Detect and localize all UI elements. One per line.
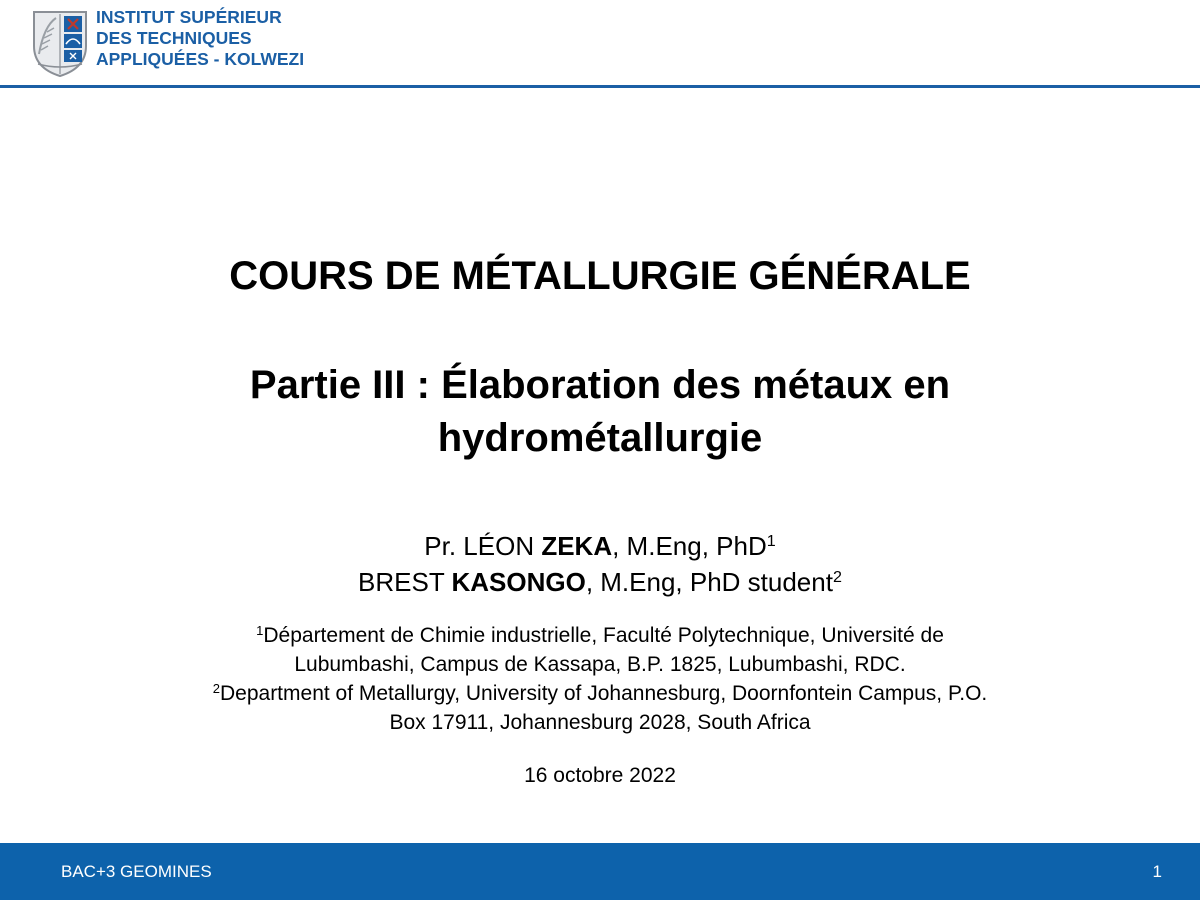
author-line xyxy=(60,528,1140,564)
affiliation-mark: 2 xyxy=(832,568,842,587)
affiliation-mark: 2 xyxy=(212,680,220,696)
institution-name xyxy=(96,7,496,70)
author-suffix: , M.Eng, PhD student xyxy=(585,567,833,597)
affiliation-mark: 1 xyxy=(256,622,264,638)
affiliation-list xyxy=(60,621,1140,737)
author-surname: KASONGO xyxy=(451,567,586,597)
affiliation-line xyxy=(60,621,1140,650)
affiliation-line: Box 17911, Johannesburg 2028, South Africa xyxy=(389,711,811,734)
institution-name-line: INSTITUT SUPÉRIEUR xyxy=(96,7,282,27)
author-prefix: Pr. LÉON xyxy=(424,531,542,561)
affiliation-mark: 1 xyxy=(766,532,776,551)
slide-header xyxy=(0,0,1200,86)
slide-title: COURS DE MÉTALLURGIE GÉNÉRALE xyxy=(229,254,971,298)
author-prefix: BREST xyxy=(358,567,452,597)
footer-course-label: BAC+3 GEOMINES xyxy=(61,862,212,881)
affiliation-text: Département de Chimie industrielle, Faculté Polytechnique, Université de xyxy=(263,624,944,647)
header-divider xyxy=(0,85,1200,88)
affiliation-text: Department of Metallurgy, University of Johannesburg, Doornfontein Campus, P.O. xyxy=(219,682,988,705)
institution-name-line: DES TECHNIQUES xyxy=(96,28,252,48)
affiliation-line xyxy=(60,679,1140,708)
slide-subtitle xyxy=(60,359,1140,465)
page-number: 1 xyxy=(1152,862,1162,881)
institution-name-line: APPLIQUÉES - KOLWEZI xyxy=(96,49,305,69)
slide-footer xyxy=(0,843,1200,900)
subtitle-line: Partie III : Élaboration des métaux en xyxy=(249,363,951,407)
affiliation-line: Lubumbashi, Campus de Kassapa, B.P. 1825, Lubumbashi, RDC. xyxy=(294,653,906,676)
author-suffix: , M.Eng, PhD xyxy=(612,531,767,561)
author-line xyxy=(60,564,1140,600)
subtitle-line: hydrométallurgie xyxy=(437,416,763,460)
presentation-date: 16 octobre 2022 xyxy=(524,764,676,787)
author-surname: ZEKA xyxy=(541,531,613,561)
university-crest-icon xyxy=(30,6,90,78)
author-list xyxy=(60,528,1140,600)
